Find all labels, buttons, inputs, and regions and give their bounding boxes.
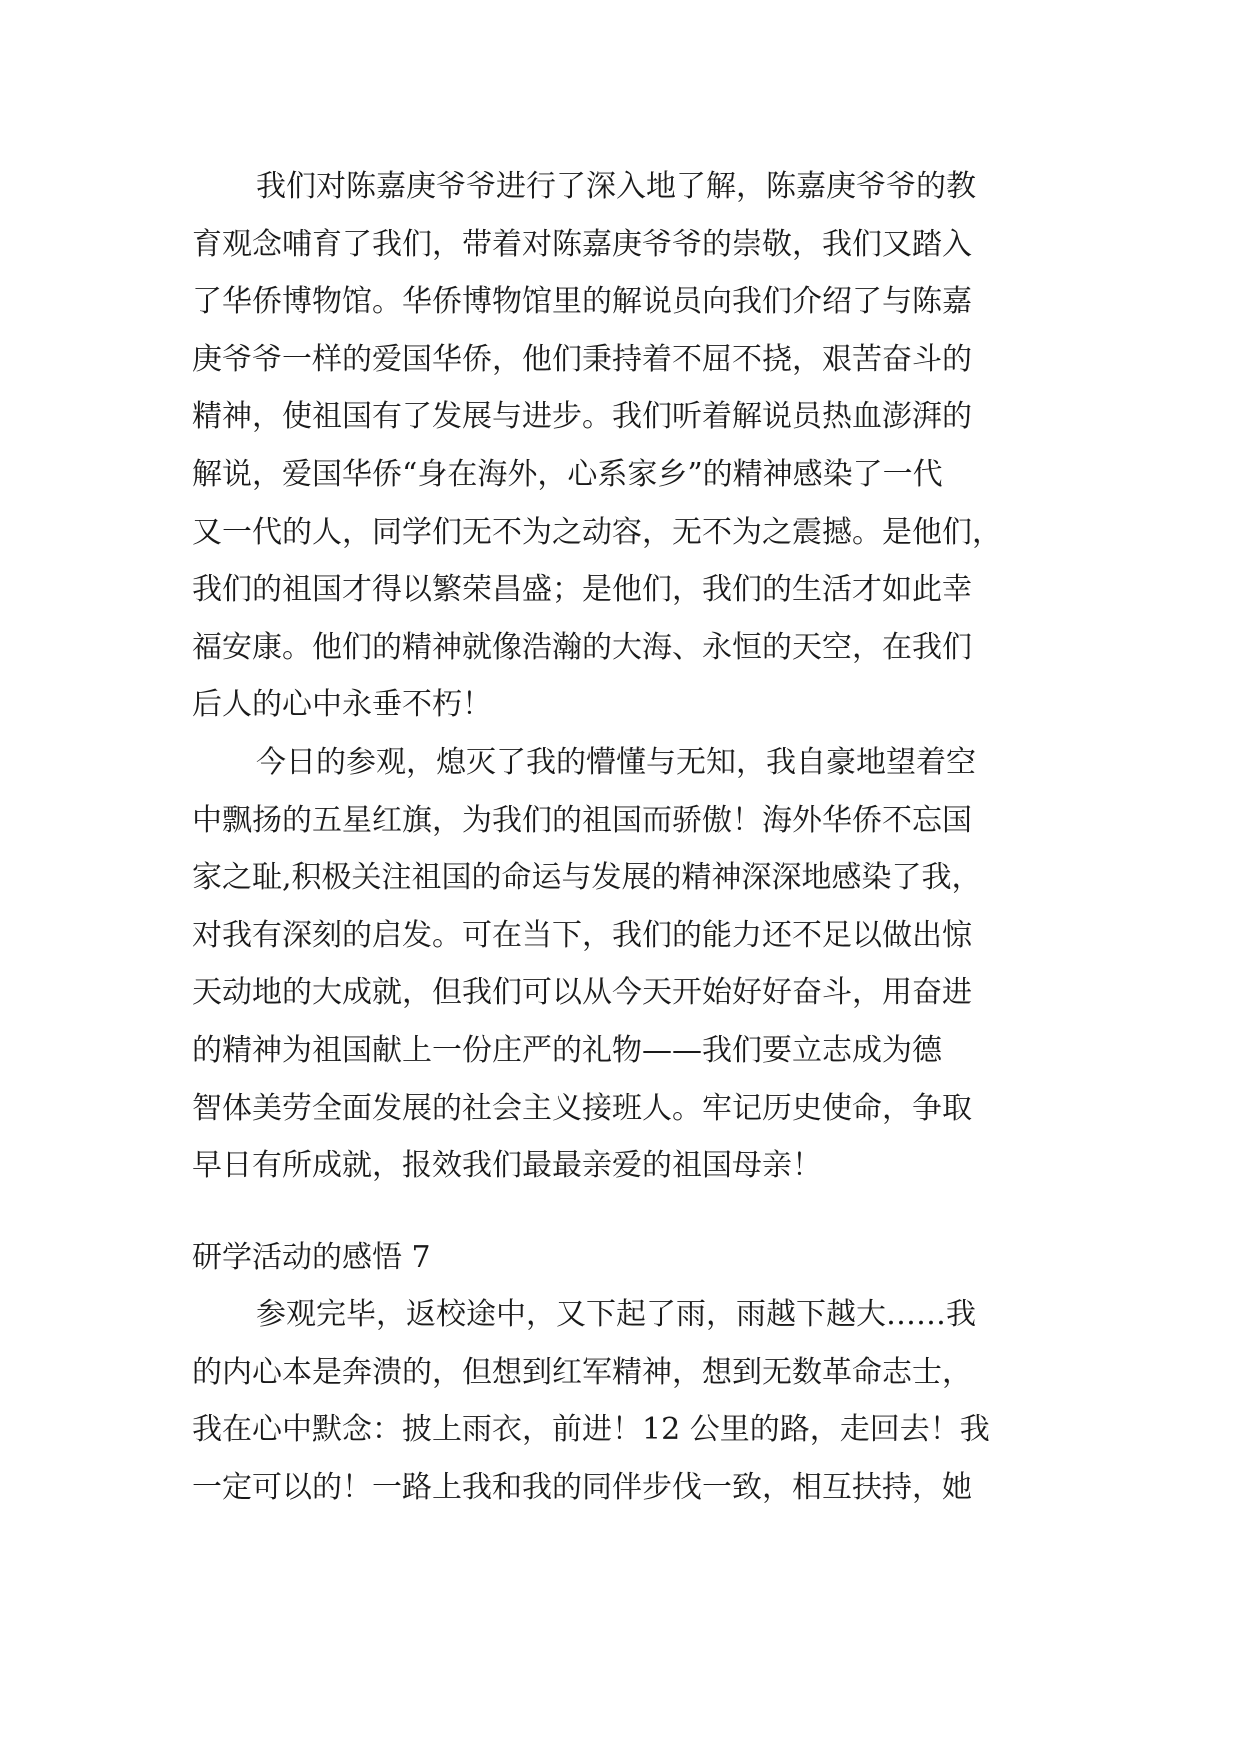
paragraph-line: 我们的祖国才得以繁荣昌盛；是他们，我们的生活才如此幸 <box>192 572 972 608</box>
paragraph-line: 对我有深刻的启发。可在当下，我们的能力还不足以做出惊 <box>192 917 972 953</box>
paragraph-line: 的内心本是奔溃的，但想到红军精神，想到无数革命志士， <box>192 1354 972 1390</box>
paragraph-line: 后人的心中永垂不朽！ <box>192 687 492 723</box>
paragraph-line: 中飘扬的五星红旗，为我们的祖国而骄傲！海外华侨不忘国 <box>192 802 972 838</box>
document-body <box>192 158 1052 1517</box>
paragraph-3 <box>192 1286 1052 1516</box>
paragraph-line: 家之耻,积极关注祖国的命运与发展的精神深深地感染了我， <box>192 860 982 896</box>
paragraph-line: 了华侨博物馆。华侨博物馆里的解说员向我们介绍了与陈嘉 <box>192 284 972 320</box>
paragraph-line: 又一代的人，同学们无不为之动容，无不为之震撼。是他们， <box>192 514 1002 550</box>
paragraph-line: 的精神为祖国献上一份庄严的礼物——我们要立志成为德 <box>192 1032 942 1068</box>
paragraph-line: 参观完毕，返校途中，又下起了雨，雨越下越大……我 <box>256 1297 976 1333</box>
paragraph-line: 我在心中默念：披上雨衣，前进！12 公里的路，走回去！我 <box>192 1412 990 1448</box>
paragraph-line: 智体美劳全面发展的社会主义接班人。牢记历史使命，争取 <box>192 1090 972 1126</box>
paragraph-line: 天动地的大成就，但我们可以从今天开始好好奋斗，用奋进 <box>192 975 972 1011</box>
paragraph-line: 我们对陈嘉庚爷爷进行了深入地了解，陈嘉庚爷爷的教 <box>256 169 976 204</box>
paragraph-line: 解说，爱国华侨“身在海外，心系家乡”的精神感染了一代 <box>192 456 943 492</box>
paragraph-2 <box>192 734 1052 1195</box>
paragraph-line: 育观念哺育了我们，带着对陈嘉庚爷爷的崇敬，我们又踏入 <box>192 226 972 262</box>
paragraph-line: 早日有所成就，报效我们最最亲爱的祖国母亲！ <box>192 1148 822 1184</box>
section-heading: 研学活动的感悟 7 <box>192 1239 431 1275</box>
paragraph-line: 福安康。他们的精神就像浩瀚的大海、永恒的天空，在我们 <box>192 629 972 665</box>
paragraph-line: 一定可以的！一路上我和我的同伴步伐一致，相互扶持，她 <box>192 1470 972 1506</box>
paragraph-line: 精神，使祖国有了发展与进步。我们听着解说员热血澎湃的 <box>192 399 972 435</box>
paragraph-line: 庚爷爷一样的爱国华侨，他们秉持着不屈不挠，艰苦奋斗的 <box>192 341 972 377</box>
paragraph-line: 今日的参观，熄灭了我的懵懂与无知，我自豪地望着空 <box>256 744 976 780</box>
paragraph-1 <box>192 158 1052 734</box>
